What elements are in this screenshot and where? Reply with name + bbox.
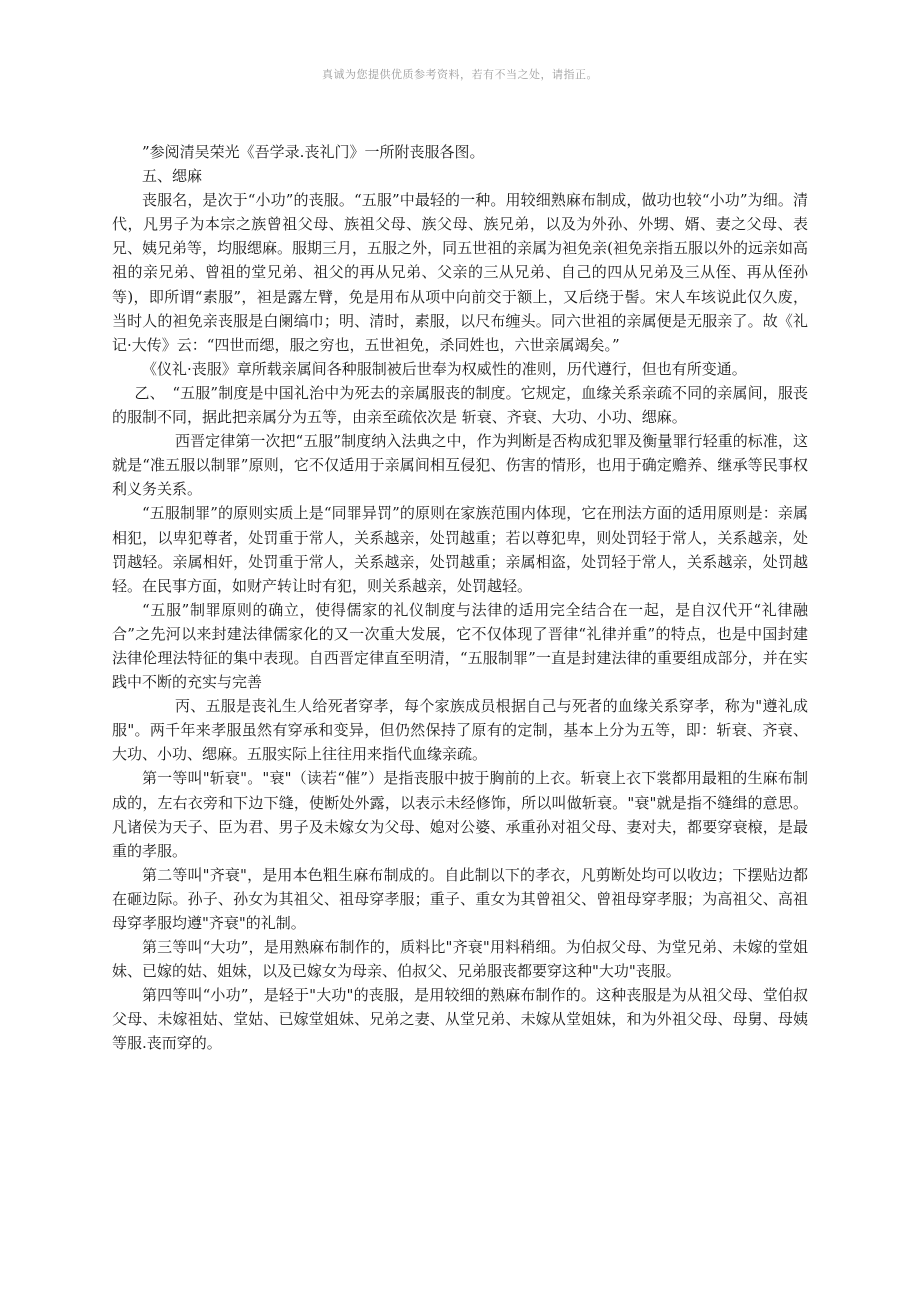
paragraph-wufu-zhizui: “五服制罪”的原则实质上是“同罪异罚”的原则在家族范围内体现，它在刑法方面的适用原则是：亲属相犯，以卑犯尊者，处罚重于常人，关系越亲，处罚越重；若以尊犯卑，则处罚轻于常人，关系越亲，处罚越轻。亲属相奸，处罚重于常人，关系越亲，处罚越重；亲属相盗，处罚轻于常人，关系越亲，处罚越轻。在民事方面，如财产转让时有犯，则关系越亲，处罚越轻。	[112, 504, 808, 595]
paragraph-wufu-mourning-dress: 丙、五服是丧礼生人给死者穿孝，每个家族成员根据自己与死者的血缘关系穿孝，称为"遵礼成服"。两千年来孝服虽然有穿承和变异，但仍然保持了原有的定制，基本上分为五等，即：斩衰、齐衰、大功、小功、缌麻。五服实际上往往用来指代血缘亲疏。	[112, 697, 808, 764]
paragraph-western-jin-law: 西晋定律第一次把“五服”制度纳入法典之中，作为判断是否构成犯罪及衡量罪行轻重的标准，这就是“准五服以制罪”原则，它不仅适用于亲属间相互侵犯、伤害的情形，也用于确定赡养、继承等民事权利义务关系。	[112, 432, 808, 499]
section-heading-sima: 五、缌麻	[142, 167, 203, 186]
paragraph-wufu-principle: “五服”制罪原则的确立，使得儒家的礼仪制度与法律的适用完全结合在一起，是自汉代开“礼律融合”之先河以来封建法律儒家化的又一次重大发展，它不仅体现了晋律“礼律并重”的特点，也是中国封建法律伦理法特征的集中表现。自西晋定律直至明清，“五服制罪”一直是封建法律的重要组成部分，并在实践中不断的充实与完善	[112, 600, 808, 692]
paragraph-third-grade-dagong: 第三等叫“大功”，是用熟麻布制作的，质料比"齐衰"用料稍细。为伯叔父母、为堂兄弟、未嫁的堂姐妹、已嫁的姑、姐妹，以及已嫁女为母亲、伯叔父、兄弟服丧都要穿这种"大功"丧服。	[112, 938, 808, 981]
document-body	[112, 140, 808, 1056]
paragraph-first-grade-zhancui: 第一等叫"斩衰"。"衰"（读若“催”）是指丧服中披于胸前的上衣。斩衰上衣下裳都用最粗的生麻布制成的，左右衣旁和下边下缝，使断处外露，以表示未经修饰，所以叫做斩衰。"衰"就是指不缝缉的意思。凡诸侯为天子、臣为君、男子及未嫁女为父母、媳对公婆、承重孙对祖父母、妻对夫，都要穿衰榱，是最重的孝服。	[112, 769, 808, 860]
paragraph-yili-sangfu: 《仪礼·丧服》章所载亲属间各种服制被后世奉为权威性的准则，历代遵行，但也有所变通。	[142, 359, 747, 378]
paragraph-wufu-system: 乙、 “五服”制度是中国礼治中为死去的亲属服丧的制度。它规定，血缘关系亲疏不同的亲属间，服丧的服制不同，据此把亲属分为五等，由亲至疏依次是 斩衰、齐衰、大功、小功、缌麻。	[112, 383, 808, 427]
paragraph-second-grade-zicui: 第二等叫"齐衰"，是用本色粗生麻布制成的。自此制以下的孝衣，凡剪断处均可以收边；下摆贴边都在砸边际。孙子、孙女为其祖父、祖母穿孝服；重子、重女为其曾祖父、曾祖母穿孝服；为高祖父、高祖母穿孝服均遵"齐衰"的礼制。	[112, 865, 808, 932]
paragraph-sima-definition: 丧服名，是次于“小功”的丧服。“五服”中最轻的一种。用较细熟麻布制成，做功也较“小功”为细。清代，凡男子为本宗之族曾祖父母、族祖父母、族父母、族兄弟，以及为外孙、外甥、婿、妻之父母、表兄、姨兄弟等，均服缌麻。服期三月，五服之外，同五世祖的亲属为袒免亲(袒免亲指五服以外的远亲如高祖的亲兄弟、曾祖的堂兄弟、祖父的再从兄弟、父亲的三从兄弟、自己的四从兄弟及三从侄、再从侄孙等)，即所谓“素服”，袒是露左臂，免是用布从项中向前交于额上，又后绕于髻。宋人车垓说此仅久废，当时人的袒免亲丧服是白阑缟巾；明、清时，素服，以尺布缠头。同六世祖的亲属便是无服亲了。故《礼记·大传》云：“四世而缌，服之穷也，五世袒免，杀同姓也，六世亲属竭矣。”	[112, 191, 808, 354]
paragraph-reference-note: ”参阅清吴荣光《吾学录.丧礼门》一所附丧服各图。	[142, 143, 485, 161]
paragraph-fourth-grade-xiaogong: 第四等叫“小功”，是轻于"大功"的丧服，是用较细的熟麻布制作的。这种丧服是为从祖父母、堂伯叔父母、未嫁祖姑、堂姑、已嫁堂姐妹、兄弟之妻、从堂兄弟、未嫁从堂姐妹，和为外祖父母、母舅、母姨等服.丧而穿的。	[112, 986, 808, 1053]
header-watermark: 真诚为您提供优质参考资料，若有不当之处，请指正。	[322, 68, 598, 81]
